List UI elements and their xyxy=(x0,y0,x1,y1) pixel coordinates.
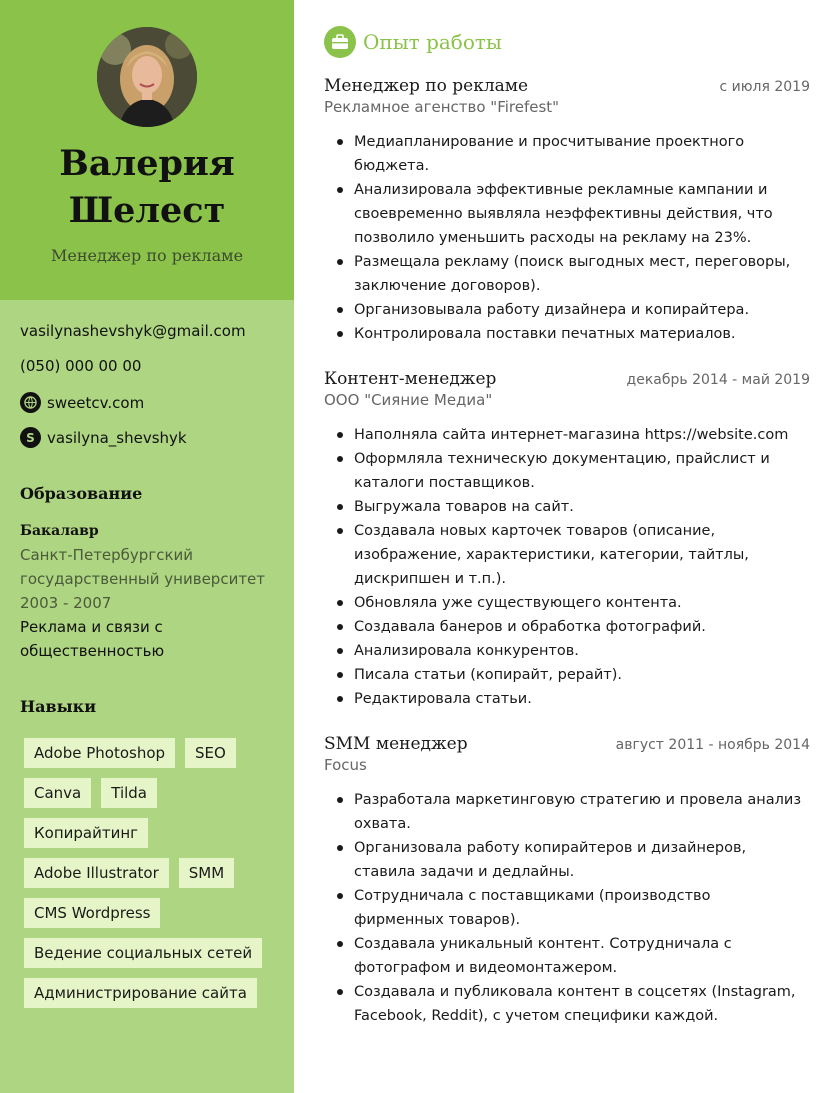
education-years: 2003 - 2007 xyxy=(20,594,112,612)
email-contact[interactable]: vasilynashevshyk@gmail.com xyxy=(20,322,246,340)
duty-line: Организовала работу копирайтеров и дизайнеров, xyxy=(354,840,747,856)
duty-item xyxy=(324,884,810,932)
skill-tag: SEO xyxy=(185,738,236,768)
duty-line: охвата. xyxy=(354,816,411,832)
duty-line: бюджета. xyxy=(354,158,430,174)
skill-tag: Копирайтинг xyxy=(24,818,148,848)
education-degree: Бакалавр xyxy=(20,523,99,539)
skills-heading: Навыки xyxy=(20,697,97,716)
duty-item xyxy=(324,591,810,615)
job-company: Рекламное агенство "Firefest" xyxy=(324,98,560,116)
duty-line: Контролировала поставки печатных материалов. xyxy=(354,326,736,342)
skill-row xyxy=(24,978,274,1008)
duty-item xyxy=(324,178,810,250)
job-company: Focus xyxy=(324,756,367,774)
duty-item xyxy=(324,615,810,639)
duty-line: Создавала и публиковала контент в соцсетях (Instagram, xyxy=(354,984,796,1000)
briefcase-icon xyxy=(324,26,356,58)
skill-row xyxy=(24,818,274,848)
education-field-2: общественностью xyxy=(20,642,165,660)
skill-tag: Ведение социальных сетей xyxy=(24,938,262,968)
job-company: ООО "Сияние Медиа" xyxy=(324,391,493,409)
skill-row xyxy=(24,858,274,888)
duty-line: Наполняла сайта интернет-магазина https://website.com xyxy=(354,427,789,443)
duty-item xyxy=(324,836,810,884)
skill-tag: Tilda xyxy=(101,778,157,808)
duty-item xyxy=(324,298,810,322)
duty-line: Выгружала товаров на сайт. xyxy=(354,499,574,515)
duty-line: каталоги поставщиков. xyxy=(354,475,535,491)
experience-heading xyxy=(324,26,502,58)
duty-item xyxy=(324,495,810,519)
duty-item xyxy=(324,423,810,447)
job-entry xyxy=(324,76,810,346)
duty-item xyxy=(324,980,810,1028)
duty-line: позволило уменьшить расходы на рекламу на 23%. xyxy=(354,230,752,246)
phone-contact[interactable]: (050) 000 00 00 xyxy=(20,357,142,375)
job-entry xyxy=(324,734,810,1028)
duty-line: заключение договоров). xyxy=(354,278,541,294)
job-title: Контент-менеджер xyxy=(324,369,497,389)
duty-item xyxy=(324,639,810,663)
duty-item xyxy=(324,250,810,298)
job-date: декабрь 2014 - май 2019 xyxy=(626,372,810,388)
skill-row xyxy=(24,938,274,968)
duty-line: Писала статьи (копирайт, рерайт). xyxy=(354,667,622,683)
duty-line: своевременно выявляла неэффективны действия, что xyxy=(354,206,773,222)
skype-icon: S xyxy=(20,427,41,448)
duty-line: Сотрудничала с поставщиками (производство xyxy=(354,888,711,904)
skills-list xyxy=(24,738,274,1018)
duty-line: Создавала уникальный контент. Сотрудничала с xyxy=(354,936,732,952)
duty-line: Оформляла техническую документацию, прайслист и xyxy=(354,451,770,467)
job-date: с июля 2019 xyxy=(719,79,810,95)
duty-line: Facebook, Reddit), с учетом специфики каждой. xyxy=(354,1008,719,1024)
job-duties xyxy=(324,130,810,346)
duty-line: Анализировала конкурентов. xyxy=(354,643,579,659)
sidebar xyxy=(0,0,294,1093)
experience-heading-label: Опыт работы xyxy=(363,30,502,54)
education-field-1: Реклама и связи с xyxy=(20,618,163,636)
duty-item xyxy=(324,663,810,687)
duty-line: фотографом и видеомонтажером. xyxy=(354,960,618,976)
skill-tag: CMS Wordpress xyxy=(24,898,160,928)
job-entry xyxy=(324,369,810,711)
duty-line: ставила задачи и дедлайны. xyxy=(354,864,575,880)
job-title: SMM менеджер xyxy=(324,734,468,754)
duty-item xyxy=(324,130,810,178)
education-heading: Образование xyxy=(20,484,143,503)
duty-line: Обновляла уже существующего контента. xyxy=(354,595,682,611)
person-role: Менеджер по рекламе xyxy=(50,246,244,265)
last-name: Шелест xyxy=(68,190,226,231)
avatar xyxy=(97,27,197,127)
duty-item xyxy=(324,447,810,495)
globe-icon xyxy=(20,392,41,413)
duty-item xyxy=(324,322,810,346)
skill-tag: Администрирование сайта xyxy=(24,978,257,1008)
duty-item xyxy=(324,519,810,591)
job-duties xyxy=(324,423,810,711)
duty-line: Медиапланирование и просчитывание проектного xyxy=(354,134,745,150)
skill-row xyxy=(24,898,274,928)
skype-label: vasilyna_shevshyk xyxy=(47,428,187,447)
skype-contact[interactable] xyxy=(20,427,187,448)
duty-item xyxy=(324,687,810,711)
duty-line: Создавала банеров и обработка фотографий. xyxy=(354,619,706,635)
duty-line: Организовывала работу дизайнера и копирайтера. xyxy=(354,302,750,318)
avatar-photo xyxy=(97,27,197,127)
skill-tag: SMM xyxy=(179,858,234,888)
skill-row xyxy=(24,738,274,768)
duty-line: изображение, характеристики, категории, тайтлы, xyxy=(354,547,749,563)
website-contact[interactable] xyxy=(20,392,144,413)
duty-line: Создавала новых карточек товаров (описание, xyxy=(354,523,716,539)
skill-row xyxy=(24,778,274,808)
website-label: sweetcv.com xyxy=(47,393,145,412)
job-date: август 2011 - ноябрь 2014 xyxy=(615,737,810,753)
skill-tag: Adobe Photoshop xyxy=(24,738,175,768)
education-block xyxy=(20,519,280,663)
duty-line: Анализировала эффективные рекламные кампании и xyxy=(354,182,768,198)
job-title: Менеджер по рекламе xyxy=(324,76,529,96)
skill-tag: Adobe Illustrator xyxy=(24,858,169,888)
duty-line: Редактировала статьи. xyxy=(354,691,532,707)
education-university-1: Санкт-Петербургский xyxy=(20,546,194,564)
first-name: Валерия xyxy=(59,143,235,184)
job-duties xyxy=(324,788,810,1028)
duty-item xyxy=(324,932,810,980)
duty-line: дискрипшен и т.п.). xyxy=(354,571,507,587)
duty-line: фирменных товаров). xyxy=(354,912,521,928)
skill-tag: Canva xyxy=(24,778,91,808)
person-name xyxy=(0,140,294,234)
education-university-2: государственный университет xyxy=(20,570,266,588)
duty-line: Размещала рекламу (поиск выгодных мест, переговоры, xyxy=(354,254,791,270)
duty-line: Разработала маркетинговую стратегию и провела анализ xyxy=(354,792,802,808)
duty-item xyxy=(324,788,810,836)
